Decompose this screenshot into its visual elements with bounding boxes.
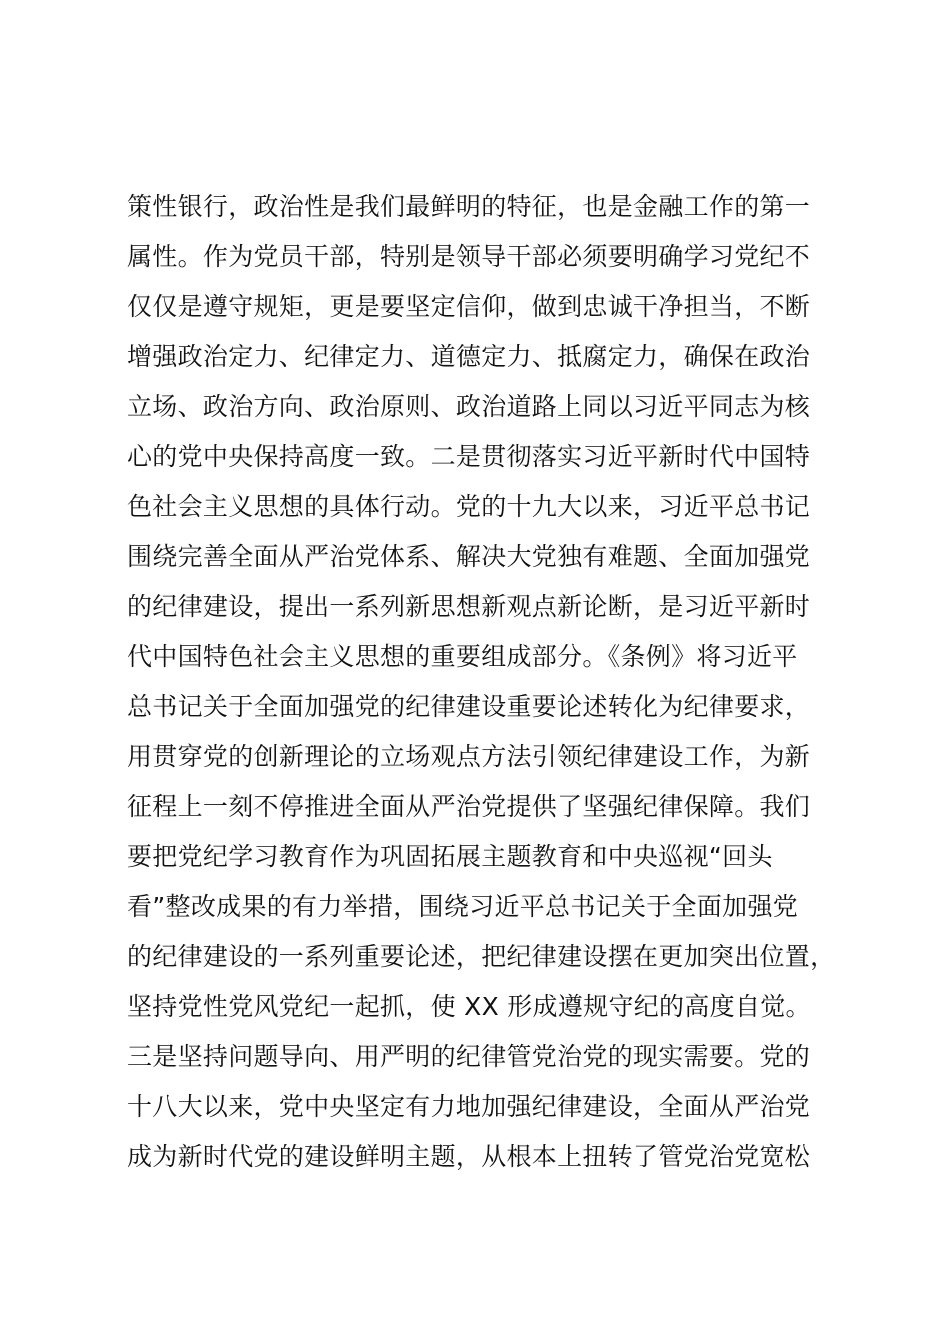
text-line-6: 心的党中央保持高度一致。二是贯彻落实习近平新时代中国特: [127, 442, 811, 471]
text-line-9: 的纪律建设，提出一系列新思想新观点新论断，是习近平新时: [127, 592, 811, 621]
text-line-19: 十八大以来，党中央坚定有力地加强纪律建设，全面从严治党: [127, 1092, 811, 1121]
text-line-15: 看”整改成果的有力举措，围绕习近平总书记关于全面加强党: [127, 892, 799, 921]
text-line-4: 增强政治定力、纪律定力、道德定力、抵腐定力，确保在政治: [127, 342, 811, 371]
text-line-18: 三是坚持问题导向、用严明的纪律管党治党的现实需要。党的: [127, 1042, 811, 1071]
text-line-11: 总书记关于全面加强党的纪律建设重要论述转化为纪律要求，: [127, 692, 811, 721]
text-line-3: 仅仅是遵守规矩，更是要坚定信仰，做到忠诚干净担当，不断: [127, 292, 811, 321]
body-paragraph: [127, 182, 847, 1182]
text-line-1: 策性银行，政治性是我们最鲜明的特征，也是金融工作的第一: [127, 192, 811, 221]
text-line-2: 属性。作为党员干部，特别是领导干部必须要明确学习党纪不: [127, 242, 811, 271]
text-line-14: 要把党纪学习教育作为巩固拓展主题教育和中央巡视“回头: [127, 842, 773, 871]
text-line-10: 代中国特色社会主义思想的重要组成部分。《条例》将习近平: [127, 642, 798, 671]
text-line-13: 征程上一刻不停推进全面从严治党提供了坚强纪律保障。我们: [127, 792, 811, 821]
text-line-5: 立场、政治方向、政治原则、政治道路上同以习近平同志为核: [127, 392, 811, 421]
text-line-16: 的纪律建设的一系列重要论述，把纪律建设摆在更加突出位置，: [127, 942, 836, 971]
text-line-12: 用贯穿党的创新理论的立场观点方法引领纪律建设工作，为新: [127, 742, 811, 771]
text-line-20: 成为新时代党的建设鲜明主题，从根本上扭转了管党治党宽松: [127, 1142, 811, 1171]
text-line-17: 坚持党性党风党纪一起抓，使 XX 形成遵规守纪的高度自觉。: [127, 992, 811, 1021]
text-line-8: 围绕完善全面从严治党体系、解决大党独有难题、全面加强党: [127, 542, 811, 571]
text-line-7: 色社会主义思想的具体行动。党的十九大以来，习近平总书记: [127, 492, 811, 521]
